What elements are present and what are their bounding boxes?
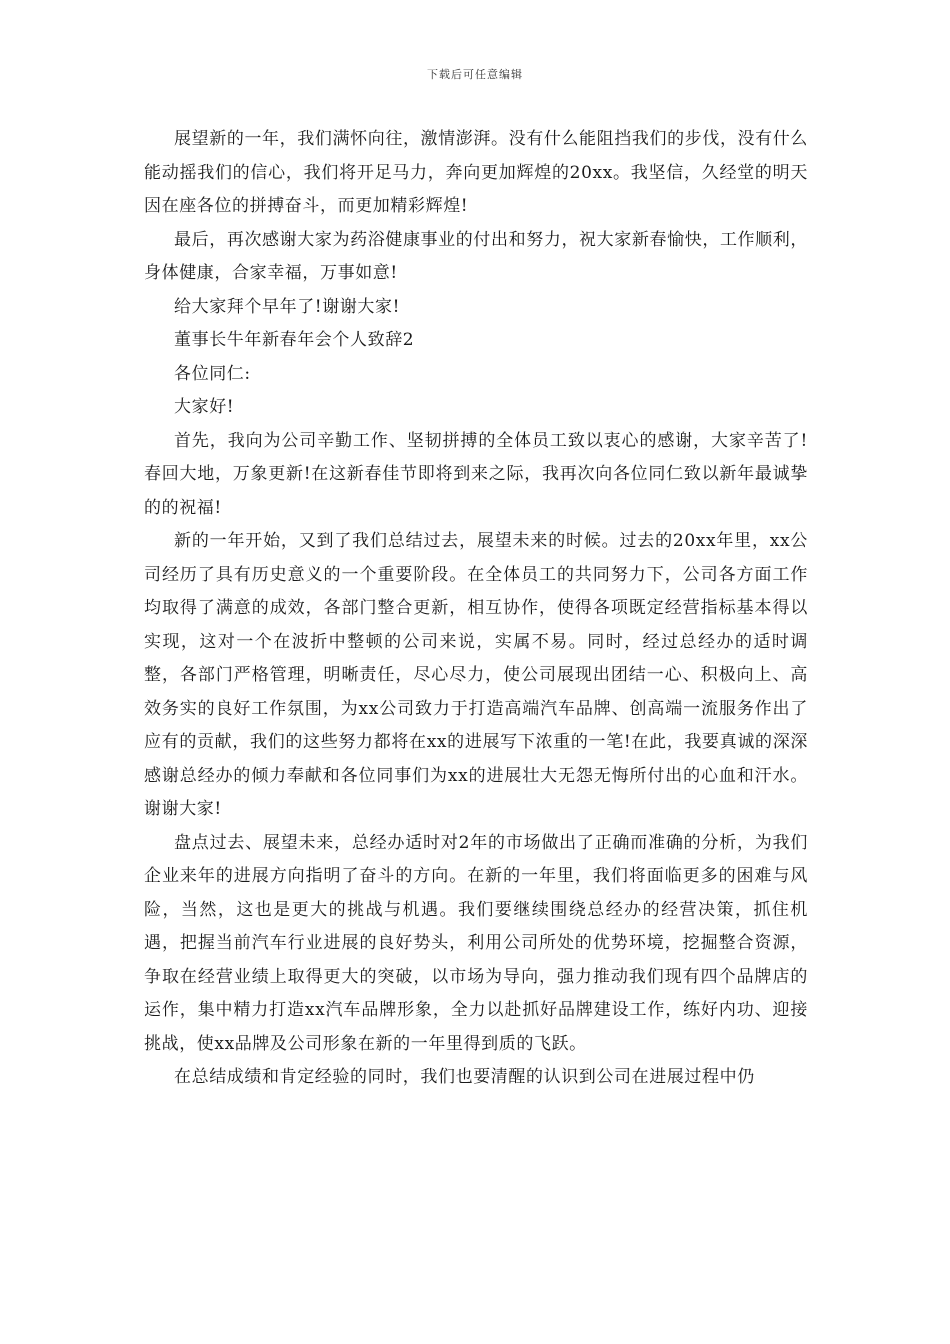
greeting: 大家好! [174,397,235,417]
header-note: 下载后可任意编辑 [427,68,523,81]
paragraph-thanks: 最后，再次感谢大家为药浴健康事业的付出和努力，祝大家新春愉快，工作顺利，身体健康，合家幸福，万事如意! [144,229,808,283]
section-title: 董事长牛年新春年会个人致辞2 [174,330,415,350]
paragraph-reflection: 在总结成绩和肯定经验的同时，我们也要清醒的认识到公司在进展过程中仍 [174,1067,755,1087]
paragraph-outlook: 展望新的一年，我们满怀向往，激情澎湃。没有什么能阻挡我们的步伐，没有什么能动摇我们的信心，我们将开足马力，奔向更加辉煌的20xx。我坚信，久经堂的明天因在座各位的拼搏奋斗，而更加精彩辉煌! [144,129,808,216]
salutation: 各位同仁: [174,363,251,384]
paragraph-review: 新的一年开始，又到了我们总结过去，展望未来的时候。过去的20xx年里，xx公司经历了具有历史意义的一个重要阶段。在全体员工的共同努力下，公司各方面工作均取得了满意的成效，各部门整合更新，相互协作，使得各项既定经营指标基本得以实现，这对一个在波折中整顿的公司来说，实属不易。同时，经过总经办的适时调整，各部门严格管理，明晰责任，尽心尽力，使公司展现出团结一心、积极向上、高效务实的良好工作氛围，为xx公司致力于打造高端汽车品牌、创高端一流服务作出了应有的贡献，我们的这些努力都将在xx的进展写下浓重的一笔!在此，我要真诚的深深感谢总经办的倾力奉献和各位同事们为xx的进展壮大无怨无悔所付出的心血和汗水。谢谢大家! [144,531,808,819]
paragraph-new-year-greeting: 给大家拜个早年了!谢谢大家! [174,296,401,317]
paragraph-first-thanks: 首先，我向为公司辛勤工作、坚韧拼搏的全体员工致以衷心的感谢，大家辛苦了!春回大地，万象更新!在这新春佳节即将到来之际，我再次向各位同仁致以新年最诚挚的的祝福! [144,430,808,518]
paragraph-future-plan: 盘点过去、展望未来，总经办适时对2年的市场做出了正确而准确的分析，为我们企业来年的进展方向指明了奋斗的方向。在新的一年里，我们将面临更多的困难与风险，当然，这也是更大的挑战与机遇。我们要继续围绕总经办的经营决策，抓住机遇，把握当前汽车行业进展的良好势头，利用公司所处的优势环境，挖掘整合资源，争取在经营业绩上取得更大的突破，以市场为导向，强力推动我们现有四个品牌店的运作，集中精力打造xx汽车品牌形象，全力以赴抓好品牌建设工作，练好内功、迎接挑战，使xx品牌及公司形象在新的一年里得到质的飞跃。 [144,832,808,1054]
document-body [144,123,808,1095]
